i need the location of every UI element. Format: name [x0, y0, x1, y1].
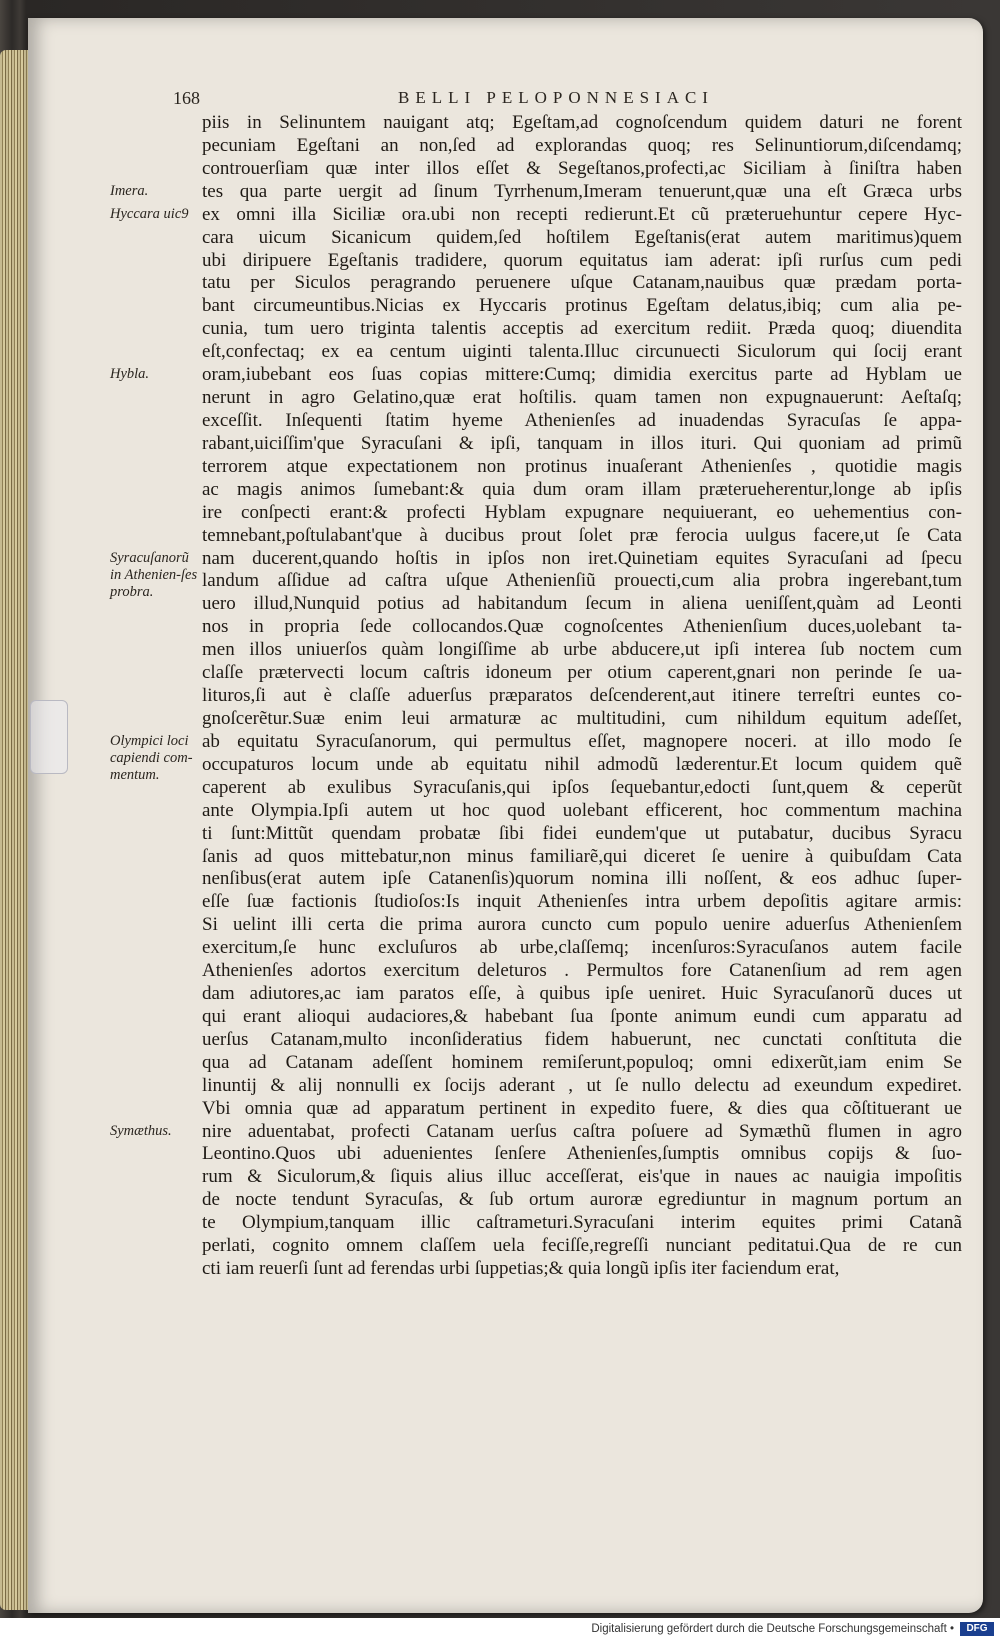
- marginal-note: Hyccara uic9: [110, 205, 189, 222]
- text-line: exceſſit. Inſequenti ſtatim hyeme Athenienſes ad inuadendas Syracuſas ſe appa-: [202, 409, 962, 431]
- text-line: linuntij & alij nonnulli ex ſocijs aderant , ut ſe nullo delectu ad exeundum expediret.: [202, 1074, 962, 1096]
- text-line: perlati, cognito omnem claſſem uela feciſſe,regreſſi nunciant peditatui.Qua de re cun: [202, 1235, 962, 1257]
- text-line: ac magis animos ſumebant:& quia dum oram illam præterueherentur,longe ab ipſis: [202, 478, 962, 500]
- text-line: qua ad Catanam adeſſent hominem remiſerunt,populoq; omni edixerũt,iam enim Se: [202, 1051, 962, 1073]
- running-title: BELLI PELOPONNESIACI: [398, 88, 714, 107]
- text-line: Vbi omnia quæ ad apparatum pertinent in expedito fuere, & dies qua cõſtituerant ue: [202, 1097, 962, 1119]
- marginal-note: Symæthus.: [110, 1122, 172, 1139]
- text-line: cunia, tum uero triginta talentis acceptis ad exercitum rediit. Præda quoq; diuendita: [202, 318, 962, 340]
- text-line: Si uelint illi certa die prima aurora cuncto cum populo uenire aduerſus Athenienſem: [202, 914, 962, 936]
- page-header: [173, 88, 953, 112]
- text-line: qui erant alioqui audaciores,& habebant ſua ſponte animum eundi cum apparatu ad: [202, 1005, 962, 1027]
- marginal-note: Hybla.: [110, 366, 150, 383]
- text-line: temnebant,poſtulabant'que à ducibus prout ſolet præ ferocia uulgus facere,ut ſe Cata: [202, 524, 962, 546]
- text-line: eſſe ſuæ factionis ſtudioſos:Is inquit Athenienſes intra urbem depoſitis agitare armis:: [202, 891, 962, 913]
- text-line: rum & Siculorum,& ſiquis alius illuc acceſſerat, eis'que in naues ac nauigia impoſitis: [202, 1166, 962, 1188]
- body-text: [202, 112, 962, 1281]
- text-line: uerſus Catanam,multo inconſideratius fidem habuerunt, nec cunctati conſtituta die: [202, 1028, 962, 1050]
- text-line: cara uicum Sicanicum quidem,ſed hoſtilem Egeſtanis(erat autem maritimus)quem: [202, 226, 962, 248]
- text-line: ire conſpecti erant:& profecti Hyblam expugnare nequiuerant, eo uehementius con-: [202, 501, 962, 523]
- text-line: dam adiutores,ac iam paratos eſſe, à quibus ipſe ueniret. Huic Syracuſanorũ duces ut: [202, 983, 962, 1005]
- text-line: eſt,confectaq; ex ea centum uiginti talenta.Illuc circunuecti Siculorum qui ſocij erant: [202, 341, 962, 363]
- text-line: terrorem atque expectationem non protinus inuaſerant Athenienſes , quotidie magis: [202, 455, 962, 477]
- text-line: lituros,ſi aut è claſſe aduerſus præparatos deſcenderent,aut itinere terreſtri euntes co-: [202, 685, 962, 707]
- text-line: exercitum,ſe hunc excluſuros ab urbe,claſſemq; incenſuros:Syracuſanos autem facile: [202, 937, 962, 959]
- text-line: ſanis ad quos mittebatur,non minus familiarẽ,qui diceret ſe uenire à quibuſdam Cata: [202, 845, 962, 867]
- text-line: Leontino.Quos ubi aduenientes ſenſere Athenienſes,ſumptis omnibus copijs & ſuo-: [202, 1143, 962, 1165]
- marginal-note: Olympici loci capiendi com-mentum.: [110, 733, 193, 784]
- funding-note: Digitalisierung gefördert durch die Deutsche Forschungsgemeinschaft •: [591, 1623, 954, 1635]
- text-line: nerunt in agro Gelatino,quæ erat hoſtilis. quam tamen non expugnauerunt: Aeſtaſq;: [202, 387, 962, 409]
- text-line: rabant,uiciſſim'que Syracuſani & ipſi, tanquam in illos ituri. Qui quoniam ad primũ: [202, 432, 962, 454]
- text-line: de nocte tendunt Syracuſas, & ſub ortum auroræ egrediuntur in magnum portum an: [202, 1189, 962, 1211]
- text-line: ante Olympia.Ipſi autem ut hoc quod uolebant efficerent, hoc commentum machina: [202, 799, 962, 821]
- text-line: nenſibus(erat autem ipſe Catanenſis)quorum nomina illi noſſent, & eos adhuc ſuper-: [202, 868, 962, 890]
- text-line: cti iam reuerſi ſunt ad ferendas urbi ſuppetias;& quia longũ ipſis iter faciendum erat,: [202, 1258, 840, 1280]
- text-line: gnoſcerẽtur.Suæ enim leui armaturæ ac multitudini, cum nihildum equitum adeſſet,: [202, 707, 962, 729]
- text-line: tes qua parte uergit ad ſinum Tyrrhenum,Imeram tenuerunt,quæ una eſt Græca urbs: [202, 180, 962, 202]
- text-line: nire aduentabat, profecti Catanam uerſus caſtra poſuere ad Symæthũ flumen in agro: [202, 1120, 962, 1142]
- text-line: ab equitatu Syracuſanorum, qui permultus eſſet, magnopere noceri. at illo modo ſe: [202, 730, 962, 752]
- marginal-note: Syracuſanorũ in Athenien-ſes probra.: [110, 549, 198, 600]
- text-line: ex omni illa Siciliæ ora.ubi non recepti redierunt.Et cũ præteruehuntur cepere Hyc-: [202, 203, 962, 225]
- text-line: bant circumeuntibus.Nicias ex Hyccaris protinus Egeſtam delatus,ibiq; cum alia pe-: [202, 295, 962, 317]
- text-line: pecuniam Egeſtani an non,ſed ad explorandas quoq; res Selinuntiorum,diſcendamq;: [202, 134, 962, 156]
- bookmark-clip: [30, 700, 68, 774]
- page-number: 168: [173, 88, 200, 108]
- text-line: tatu per Siculos peragrando peruenere uſque Catanam,nauibus quæ prædam porta-: [202, 272, 962, 294]
- marginal-note: Imera.: [110, 182, 149, 199]
- dfg-logo: DFG: [960, 1622, 994, 1636]
- text-line: ti ſunt:Mittũt quendam probatæ ſibi fidei eundem'que ut putabatur, ducibus Syracu: [202, 822, 962, 844]
- text-line: nos in propria ſede collocandos.Quæ cognoſcentes Athenienſium duces,uolebant ta-: [202, 616, 962, 638]
- text-line: claſſe prætervecti locum caſtris idoneum per otium caperent,gnari non perinde ſe ua-: [202, 662, 962, 684]
- text-line: caperent ab exulibus Syracuſanis,qui ipſos ſequebantur,edocti ſunt,quem & ceperũt: [202, 776, 962, 798]
- text-line: ubi diripuere Egeſtanis tradidere, quorum equitatus iam aderat: ipſi rurſus cum pedi: [202, 249, 962, 271]
- text-line: oram,iubebant eos ſuas copias mittere:Cumq; dimidia exercitus parte ad Hyblam ue: [202, 364, 962, 386]
- text-line: men illos uniuerſos quàm longiſſime ab urbe abducere,ut ipſi interea ſub noctem cum: [202, 639, 962, 661]
- text-line: nam ducerent,quando hoſtis in ipſos non iret.Quinetiam equites Syracuſani ad ſpecu: [202, 547, 962, 569]
- text-line: piis in Selinuntem nauigant atq; Egeſtam,ad cognoſcendum quidem daturi ne forent: [202, 112, 962, 133]
- text-line: te Olympium,tanquam illic caſtrameturi.Syracuſani interim equites primi Catanã: [202, 1212, 962, 1234]
- text-line: occupaturos locum unde ab equitatu nihil admodũ læderentur.Et locum quidem quẽ: [202, 753, 962, 775]
- text-line: landum aſſidue ad caſtra uſque Athenienſiũ prouecti,cum alia probra ingerebant,tum: [202, 570, 962, 592]
- text-line: Athenienſes adortos exercitum deleturos . Permultos fore Catanenſium ad rem agen: [202, 960, 962, 982]
- text-line: controuerſiam quæ inter illos eſſet & Segeſtanos,profecti,ac Siciliam à ſiniſtra haben: [202, 157, 962, 179]
- digitization-footer: [0, 1618, 1000, 1642]
- text-line: uero illud,Nunquid potius ad habitandum ſecum in aliena ueniſſent,quàm ad Leonti: [202, 593, 962, 615]
